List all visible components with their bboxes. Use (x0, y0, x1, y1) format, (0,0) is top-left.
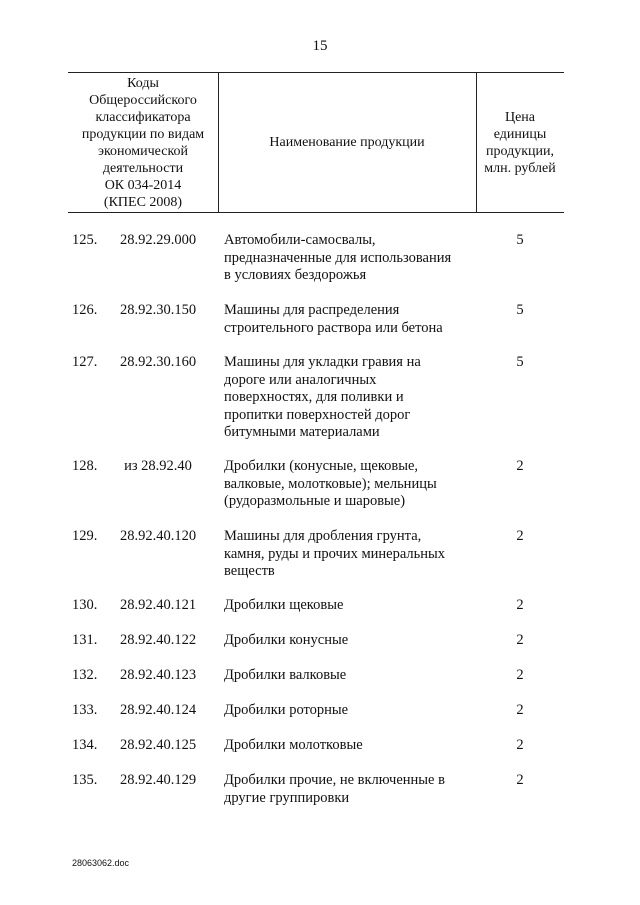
row-number: 131. (72, 632, 98, 648)
row-price: 2 (516, 737, 524, 753)
row-price: 5 (516, 232, 524, 248)
row-code: из 28.92.40 (124, 458, 192, 474)
row-price: 5 (516, 302, 524, 318)
row-price: 2 (516, 702, 524, 718)
row-name: Дробилки (конусные, щековые, валковые, молотковые); мельницы (рудоразмольные и шаровые) (224, 458, 437, 509)
row-code: 28.92.40.121 (119, 597, 197, 613)
row-number: 130. (72, 597, 98, 613)
header-name-label: Наименование продукции (269, 135, 425, 150)
row-code: 28.92.40.120 (119, 528, 197, 544)
row-number: 126. (72, 302, 98, 318)
row-code: 28.92.30.150 (119, 302, 197, 318)
row-name: Дробилки валковые (224, 667, 347, 683)
table-header (68, 72, 564, 213)
header-price-label: Цена единицы продукции, млн. рублей (484, 109, 556, 176)
row-number: 133. (72, 702, 98, 718)
row-code: 28.92.40.122 (119, 632, 197, 648)
row-price: 2 (516, 772, 524, 788)
row-price: 2 (516, 458, 524, 474)
row-name: Автомобили-самосвалы, предназначенные для использования в условиях бездорожья (224, 232, 452, 283)
row-code: 28.92.40.124 (119, 702, 197, 718)
row-name: Машины для укладки гравия на дороге или аналогичных поверхностях, для поливки и пропитки поверхностей дорог битумными материалами (224, 354, 421, 440)
row-name: Дробилки молотковые (224, 737, 363, 753)
header-price-cell (476, 72, 564, 213)
row-code: 28.92.30.160 (119, 354, 197, 370)
row-name: Машины для распределения строительного раствора или бетона (224, 302, 443, 336)
row-price: 2 (516, 528, 524, 544)
header-codes-cell (68, 72, 218, 213)
row-number: 127. (72, 354, 98, 370)
row-number: 132. (72, 667, 98, 683)
header-codes-label: Коды Общероссийского классификатора продукции по видам экономической деятельности ОК 034-2014 (КПЕС 2008) (81, 75, 205, 210)
row-name: Дробилки прочие, не включенные в другие группировки (224, 772, 445, 806)
row-number: 125. (72, 232, 98, 248)
row-price: 2 (516, 632, 524, 648)
row-number: 129. (72, 528, 98, 544)
document-filename: 28063062.doc (72, 858, 130, 868)
row-code: 28.92.40.129 (119, 772, 197, 788)
row-name: Машины для дробления грунта, камня, руды и прочих минеральных веществ (224, 528, 445, 579)
row-number: 134. (72, 737, 98, 753)
row-name: Дробилки щековые (224, 597, 344, 613)
row-code: 28.92.40.125 (119, 737, 197, 753)
page-number: 15 (312, 38, 328, 54)
row-code: 28.92.29.000 (119, 232, 197, 248)
row-name: Дробилки роторные (224, 702, 349, 718)
row-code: 28.92.40.123 (119, 667, 197, 683)
row-number: 135. (72, 772, 98, 788)
row-price: 2 (516, 597, 524, 613)
header-name-cell (218, 72, 476, 213)
row-price: 2 (516, 667, 524, 683)
row-number: 128. (72, 458, 98, 474)
row-price: 5 (516, 354, 524, 370)
row-name: Дробилки конусные (224, 632, 349, 648)
